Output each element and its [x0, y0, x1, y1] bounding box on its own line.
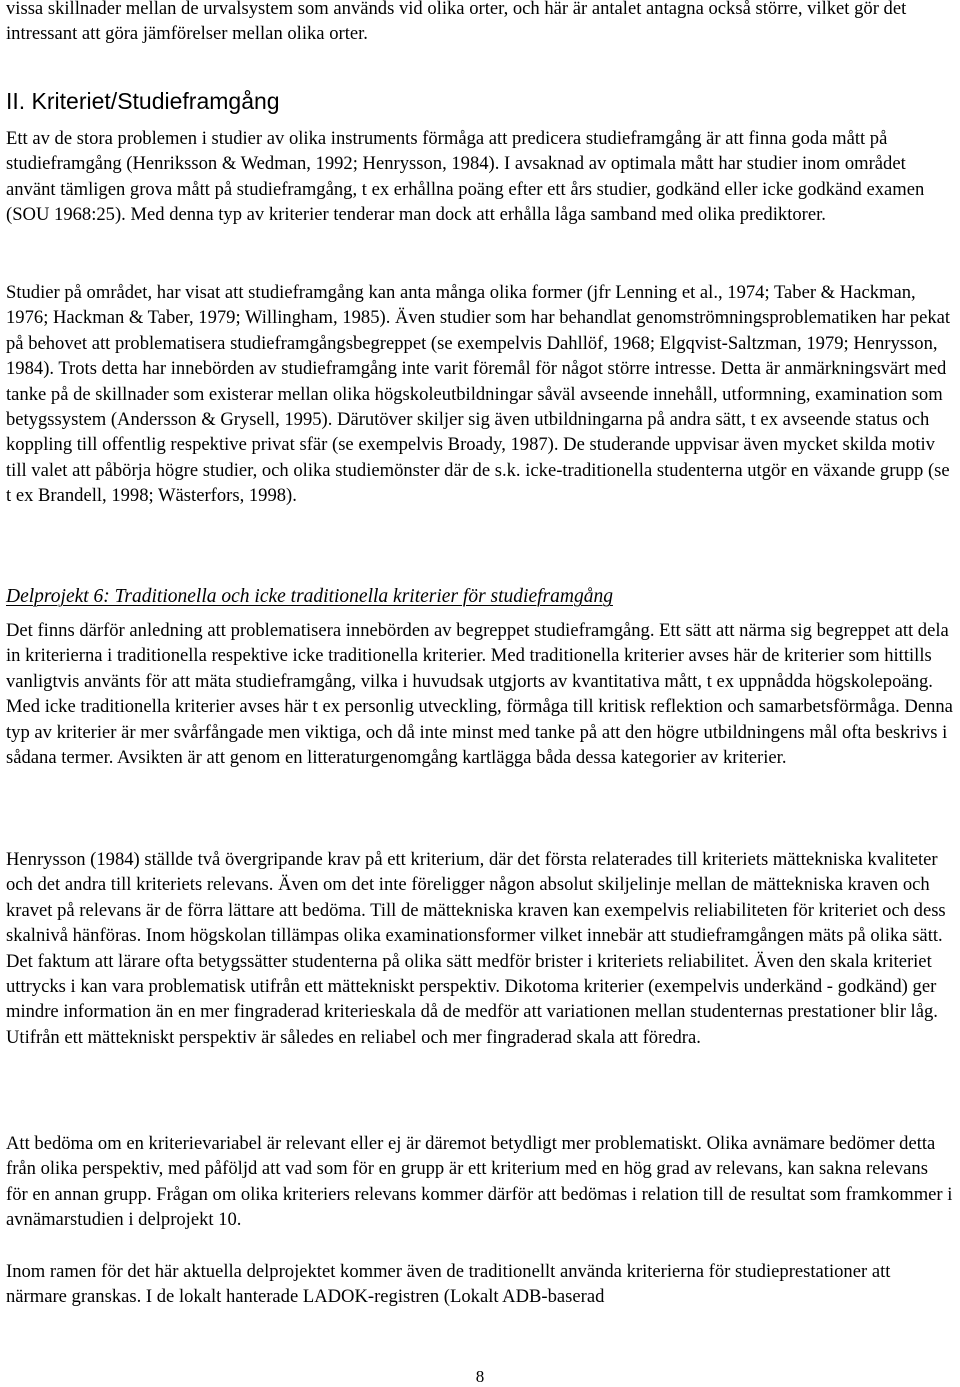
paragraph-henrysson-requirements: Henrysson (1984) ställde två övergripande krav på ett kriterium, där det första relaterades till kriteriets mättekniska kvaliteter och det andra till kriteriets relevans. Även om det inte föreligger någon absolut skiljelinje mellan de mättekniska kraven och kravet på relevans är de förra lättare att bedöma. Till de mättekniska kraven kan exempelvis reliabiliteten för kriteriet och dess skalnivå hänföras. Inom högskolan tillämpas olika examinationsformer vilket innebär att studieframgången mäts på olika sätt. Det faktum att lärare ofta betygssätter studenterna på olika sätt medför brister i kriteriets reliabilitet. Även den skala kriteriet uttrycks i kan vara problematisk utifrån ett mättekniskt perspektiv. Dikotoma kriterier (exempelvis underkänd - godkänd) ger mindre information än en mer fingraderad kriterieskala då de medför att variationen mellan studenternas prestationer blir låg. Utifrån ett mättekniskt perspektiv är således en reliabel och mer fingraderad skala att föredra.	[6, 849, 946, 1048]
intro-paragraph: vissa skillnader mellan de urvalsystem som används vid olika orter, och här är antalet antagna också större, vilket gör det intressant att göra jämförelser mellan olika orter.	[6, 0, 907, 45]
page-number: 8	[475, 1367, 485, 1386]
paragraph-criteria-definition: Det finns därför anledning att problematisera innebörden av begreppet studieframgång. Ett sätt att närma sig begreppet att dela in kriterierna i traditionella respektive icke traditionella kriterier. Med traditionella kriterier avses här de kriterier som hittills vanligtvis använts för att mäta studieframgång, vilka i huvudsak utgjorts av kvantitativa mått, t ex uppnådda högskolepoäng. Med icke traditionella kriterier avses här t ex personlig utveckling, förmåga till kritisk reflektion och samarbetsförmåga. Denna typ av kriterier är mer svårfångade men viktiga, och då inte minst med tanke på att den högre utbildningens mål ofta beskrivs i sådana termer. Avsikten är att genom en litteraturgenomgång kartlägga båda dessa kategorier av kriterier.	[6, 620, 953, 769]
subsection-heading: Delprojekt 6: Traditionella och icke traditionella kriterier för studieframgång	[6, 586, 613, 607]
paragraph-relevance: Att bedöma om en kriterievariabel är relevant eller ej är däremot betydligt mer problematiskt. Olika avnämare bedömer detta från olika perspektiv, med påföljd att vad som för en grupp är ett kriterium med en hög grad av relevans, kan sakna relevans för en annan grupp. Frågan om olika kriteriers relevans kommer därför att bedömas i relation till de resultat som framkommer i avnämarstudien i delprojekt 10.	[6, 1133, 953, 1231]
section-heading: II. Kriteriet/Studieframgång	[6, 88, 280, 114]
paragraph-ladok: Inom ramen för det här aktuella delprojektet kommer även de traditionellt använda kriterierna för studieprestationer att närmare granskas. I de lokalt hanterade LADOK-registren (Lokalt ADB-baserad	[6, 1261, 891, 1308]
paragraph-problem-statement: Ett av de stora problemen i studier av olika instruments förmåga att predicera studieframgång är att finna goda mått på studieframgång (Henriksson & Wedman, 1992; Henrysson, 1984). I avsaknad av optimala mått har studier inom området använt tämligen grova mått på studieframgång, t ex erhållna poäng efter ett års studier, godkänd eller icke godkänd examen (SOU 1968:25). Med denna typ av kriterier tenderar man dock att erhålla låga samband med olika prediktorer.	[6, 128, 925, 226]
paragraph-previous-studies: Studier på området, har visat att studieframgång kan anta många olika former (jfr Lenning et al., 1974; Taber & Hackman, 1976; Hackman & Taber, 1979; Willingham, 1985). Även studier som har behandlat genomströmningsproblematiken har pekat på behovet att problematisera studieframgångsbegreppet (se exempelvis Dahllöf, 1968; Elgqvist-Saltzman, 1979; Henrysson, 1984). Trots detta har innebörden av studieframgång inte varit föremål för något större intresse. Detta är anmärkningsvärt med tanke på de skillnader som existerar mellan olika högskoleutbildningar såväl avseende innehåll, utformning, examination som betygssystem (Andersson & Grysell, 1995). Därutöver skiljer sig även utbildningarna på andra sätt, t ex avseende status och koppling till offentlig respektive privat sfär (se exempelvis Broady, 1987). De studerande uppvisar även mycket skilda motiv till valet att påbörja högre studier, och olika studiemönster där de s.k. icke-traditionella studenterna utgör en växande grupp (se t ex Brandell, 1998; Wästerfors, 1998).	[6, 282, 951, 507]
